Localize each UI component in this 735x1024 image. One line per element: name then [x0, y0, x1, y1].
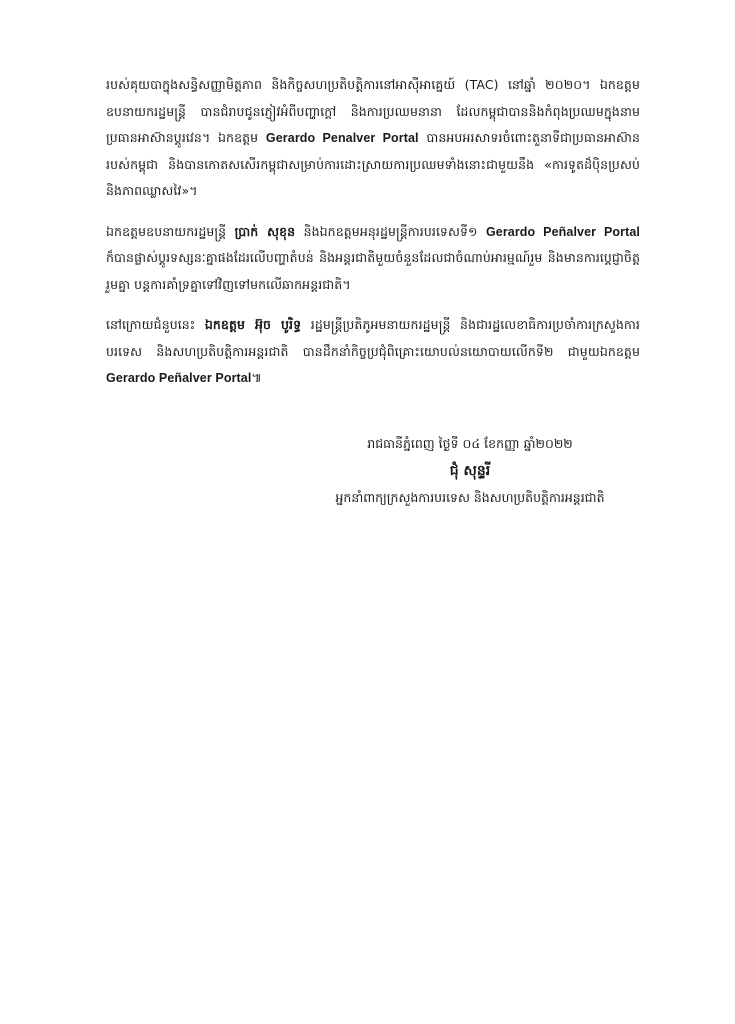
signature-block: [250, 430, 650, 511]
paragraph-1-text-a: របស់គុយបាក្នុងសន្ធិសញ្ញាមិត្តភាព និងកិច្ចសហប្រតិបត្តិការនៅអាស៊ីអាគ្នេយ៍ (TAC) នៅឆ្នាំ ២០២០។ ឯកឧត្តមឧបនាយករដ្ឋមន្ត្រី បានជំរាបជូនភ្ញៀវអំពីបញ្ហាក្តៅ និងការប្រឈមនានា ដែលកម្ពុជាបាននិងកំពុងប្រឈមក្នុងនាមប្រធានអាស៊ានប្តូរវេន។ ឯកឧត្តម: [106, 77, 640, 145]
signatory-title: អ្នកនាំពាក្យក្រសួងការបរទេស និងសហប្រតិបត្តិការអន្តរជាតិ: [335, 490, 605, 505]
paragraph-1: [106, 72, 640, 205]
paragraph-3-bold-name-khmer: ឯកឧត្តម អ៊ុច បូរិទ្ធ: [204, 317, 302, 332]
paragraph-1-name: Gerardo Penalver Portal: [265, 131, 419, 145]
paragraph-1-text-b: បានអបអរសាទរចំពោះតួនាទីជាប្រធានអាស៊ានរបស់កម្ពុជា និងបានកោតសសើរកម្ពុជាសម្រាប់ការដោះស្រាយការប្រឈមទាំងនោះជាមួយនឹង «ការទូតដ៏ប៉ិនប្រសប់ និងភាពឈ្លាសវៃ»។: [106, 130, 640, 198]
paragraph-2: [106, 219, 640, 299]
place-date: រាជធានីភ្នំពេញ ថ្ងៃទី ០៤ ខែកញ្ញា ឆ្នាំ២០២២: [367, 436, 573, 451]
document-body: [106, 72, 640, 406]
paragraph-3-name: Gerardo Peñalver Portal: [106, 371, 252, 385]
paragraph-3-text-a: នៅក្រោយជំនួបនេះ: [106, 317, 205, 332]
paragraph-3: [106, 312, 640, 392]
paragraph-2-text-c: ក៏បានផ្លាស់ប្តូរទស្សនៈគ្នាផងដែរលើបញ្ហាតំបន់ និងអន្តរជាតិមួយចំនួនដែលជាចំណាប់អារម្មណ៍រួម និងមានការប្តេជ្ញាចិត្តរួមគ្នា បន្តការគាំទ្រគ្នាទៅវិញទៅមកលើឆាកអន្តរជាតិ។: [106, 250, 640, 292]
paragraph-2-text-b: និងឯកឧត្តមអនុរដ្ឋមន្ត្រីការបរទេសទី១: [295, 223, 486, 239]
paragraph-2-text-a: ឯកឧត្តមឧបនាយករដ្ឋមន្ត្រី: [106, 223, 235, 239]
paragraph-2-name: Gerardo Peñalver Portal: [485, 224, 641, 239]
paragraph-3-text-b: រដ្ឋមន្ត្រីប្រតិភូអមនាយករដ្ឋមន្ត្រី និងជារដ្ឋលេខាធិការប្រចាំការក្រសួងការបរទេស និងសហប្រតិបត្តិការអន្តរជាតិ បានដឹកនាំកិច្ចប្រជុំពិគ្រោះយោបល់នយោបាយលើកទី២ ជាមួយឯកឧត្តម: [106, 317, 640, 359]
signatory-name: ជុំ សុន្ទរី: [449, 463, 491, 479]
paragraph-3-text-c: ៕: [251, 370, 262, 385]
paragraph-2-bold-name-khmer: ប្រាក់ សុខុន: [234, 223, 296, 239]
